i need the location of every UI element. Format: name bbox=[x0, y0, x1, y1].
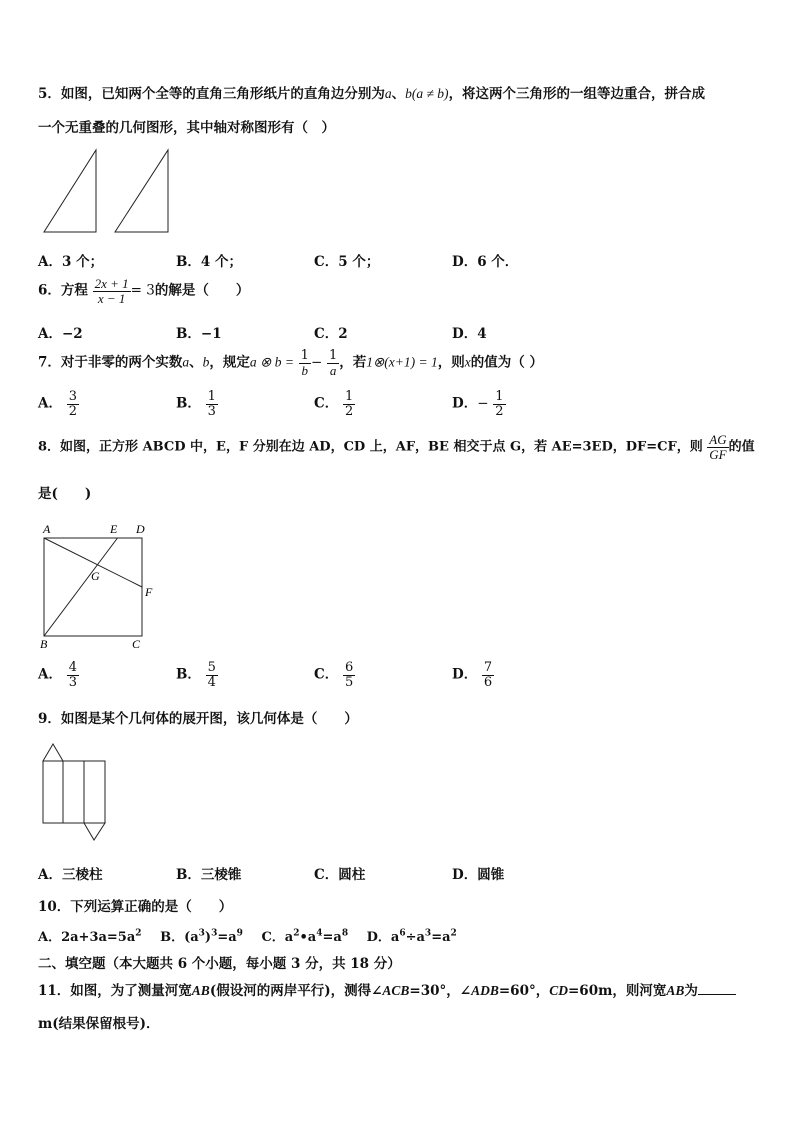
net-face-1 bbox=[43, 761, 63, 823]
q6-option-c[interactable]: C．2 bbox=[314, 326, 348, 342]
net-top-triangle bbox=[43, 744, 63, 761]
q8-figure-square bbox=[36, 518, 166, 653]
q9-stem: 9．如图是某个几何体的展开图，该几何体是（ ） bbox=[38, 711, 358, 727]
triangle-right bbox=[115, 150, 168, 232]
q10-stem: 10．下列运算正确的是（ ） bbox=[38, 899, 233, 915]
q9-option-d[interactable]: D．圆锥 bbox=[452, 867, 505, 883]
q7-fraction-1: $\frac{1}{b}$ bbox=[300, 348, 309, 378]
square-abcd bbox=[44, 538, 142, 636]
q8-fraction: $\frac{AG}{GF}$ bbox=[709, 432, 727, 462]
q6-option-d[interactable]: D．4 bbox=[452, 326, 487, 342]
label-e: E bbox=[110, 522, 118, 536]
q5-option-d[interactable]: D．6 个． bbox=[452, 254, 519, 270]
q8-option-b[interactable]: B． $\frac{5}{4}$ bbox=[176, 660, 216, 690]
q7-option-a[interactable]: A． $\frac{3}{2}$ bbox=[38, 389, 77, 419]
label-a: A bbox=[43, 522, 51, 536]
q5-option-c[interactable]: C．5 个； bbox=[314, 254, 380, 270]
q10-option-b[interactable]: B．$(a^3)^3=a^9$ bbox=[160, 928, 243, 945]
label-c: C bbox=[132, 637, 141, 651]
net-face-2 bbox=[63, 761, 84, 823]
q6-option-b[interactable]: B．−1 bbox=[176, 326, 222, 342]
net-face-3 bbox=[84, 761, 105, 823]
q7-fraction-2: $\frac{1}{a}$ bbox=[328, 348, 338, 378]
q10-option-a[interactable]: A．$2a+3a=5a^2$ bbox=[38, 928, 142, 945]
label-b: B bbox=[40, 637, 48, 651]
q7-option-c[interactable]: C． $\frac{1}{2}$ bbox=[314, 389, 354, 419]
segment-be bbox=[44, 538, 118, 636]
net-bottom-triangle bbox=[84, 823, 105, 840]
q9-option-a[interactable]: A．三棱柱 bbox=[38, 867, 103, 883]
q8-option-d[interactable]: D． $\frac{7}{6}$ bbox=[452, 660, 493, 690]
q8-option-a[interactable]: A． $\frac{4}{3}$ bbox=[38, 660, 77, 690]
q7-stem: 7．对于非零的两个实数a、b，规定a ⊗ b = $\frac{1}{b}$ − $\frac{1}{a}$ ，若1⊗(x+1) = 1，则x的值为（ ） bbox=[38, 348, 543, 378]
q10-option-c[interactable]: C．$a^2•a^4=a^8$ bbox=[261, 928, 349, 945]
label-f: F bbox=[145, 585, 153, 599]
q6-option-a[interactable]: A．−2 bbox=[38, 326, 83, 342]
q5-line1: 5．如图，已知两个全等的直角三角形纸片的直角边分别为a、b(a ≠ b)，将这两个三角形的一组等边重合，拼合成 bbox=[38, 86, 706, 102]
q8-option-c[interactable]: C． $\frac{6}{5}$ bbox=[314, 660, 354, 690]
q10-options bbox=[38, 926, 457, 945]
q6-fraction: $\frac{2x + 1}{x - 1}$ bbox=[94, 276, 129, 306]
q8-stem: 8．如图，正方形 ABCD 中，E，F 分别在边 AD，CD 上，AF，BE 相交于点 G，若 AE=3ED，DF=CF，则 $\frac{AG}{GF}$ 的值 bbox=[38, 432, 755, 462]
q5-option-b[interactable]: B．4 个； bbox=[176, 254, 243, 270]
q6-stem: 6．方程 $\frac{2x + 1}{x - 1}$ = 3的解是（ ） bbox=[38, 276, 250, 306]
q9-option-c[interactable]: C．圆柱 bbox=[314, 867, 366, 883]
q11-line2: m(结果保留根号)． bbox=[38, 1016, 160, 1032]
triangle-left bbox=[44, 150, 96, 232]
q5-option-a[interactable]: A．3 个； bbox=[38, 254, 104, 270]
q11-line1: 11．如图，为了测量河宽AB(假设河的两岸平行)，测得∠ACB=30°，∠ADB=60°，CD=60m，则河宽AB为 bbox=[38, 979, 736, 999]
q7-option-b[interactable]: B． $\frac{1}{3}$ bbox=[176, 389, 216, 419]
q5-line2: 一个无重叠的几何图形，其中轴对称图形有（ ） bbox=[38, 120, 335, 136]
q5-figure-triangles bbox=[40, 146, 175, 236]
q8-line2: 是( ) bbox=[38, 486, 92, 502]
q10-option-d[interactable]: D．$a^6\div a^3=a^2$ bbox=[366, 928, 457, 945]
section-title-fill-in: 二、填空题（本大题共 6 个小题，每小题 3 分，共 18 分） bbox=[38, 956, 401, 972]
q9-option-b[interactable]: B．三棱锥 bbox=[176, 867, 242, 883]
label-d: D bbox=[136, 522, 145, 536]
q9-figure-net bbox=[40, 740, 110, 845]
q7-option-d[interactable]: D．− $\frac{1}{2}$ bbox=[452, 389, 504, 419]
label-g: G bbox=[91, 569, 100, 583]
q11-answer-blank[interactable] bbox=[698, 982, 736, 995]
